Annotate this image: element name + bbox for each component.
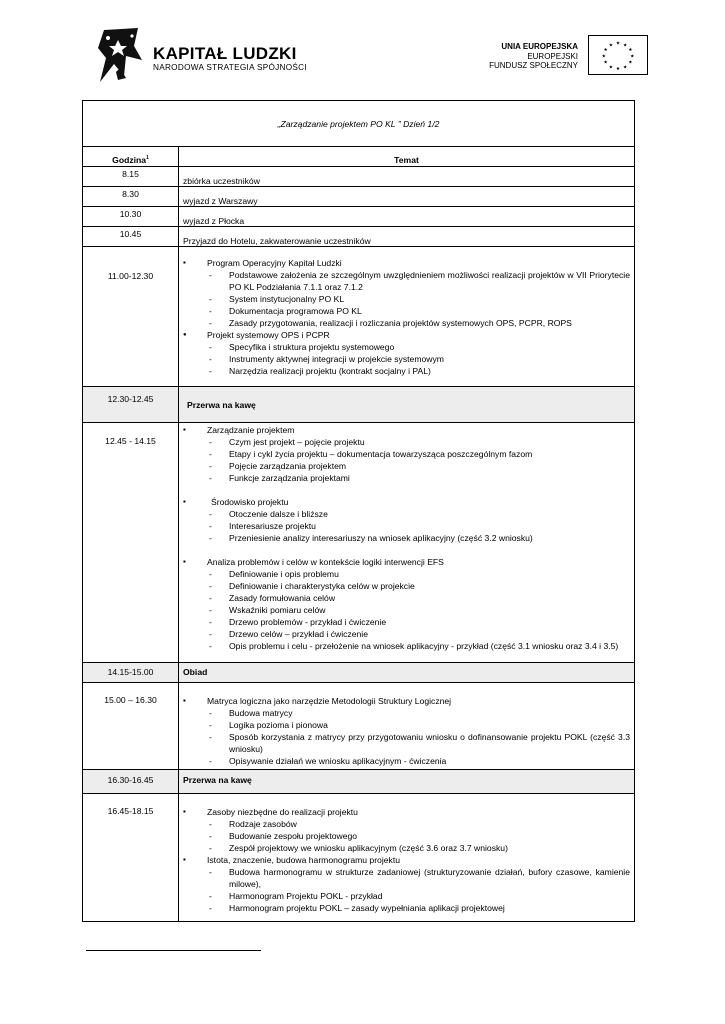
sub-list-item: - Instrumenty aktywnej integracji w projekcie systemowym bbox=[207, 353, 630, 365]
svg-text:★: ★ bbox=[615, 41, 621, 47]
svg-text:★: ★ bbox=[601, 54, 606, 60]
table-row bbox=[83, 663, 635, 683]
row-time: 12.45 - 14.15 bbox=[83, 423, 179, 663]
svg-text:★: ★ bbox=[630, 54, 635, 60]
page-header bbox=[0, 22, 725, 92]
list-item: ▪ Środowisko projektu - Otoczenie dalsze i bliższe - Interesariusze projektu - Przeniesienie analizy interesariuszy na wniosek aplikacyjny (część 3.2 wniosku) bbox=[183, 496, 630, 556]
sub-list-item: - Zasady formułowania celów bbox=[207, 592, 630, 604]
sub-list-item: - Pojęcie zarządzania projektem bbox=[207, 460, 630, 472]
footnote-separator bbox=[86, 950, 261, 951]
logo-subtitle: NARODOWA STRATEGIA SPÓJNOŚCI bbox=[153, 63, 307, 72]
sub-list-item: - Drzewo celów – przykład i ćwiczenie bbox=[207, 628, 630, 640]
row-topic bbox=[179, 247, 635, 387]
sub-list-item: - Drzewo problemów - przykład i ćwiczenie bbox=[207, 616, 630, 628]
sub-list-item: - Budowa harmonogramu w strukturze zadaniowej (strukturyzowanie działań, bufory czasowe, kamienie milowe), bbox=[207, 866, 630, 890]
svg-text:★: ★ bbox=[622, 65, 628, 71]
list-item: ▪ Matryca logiczna jako narzędzie Metodologii Struktury Logicznej - Budowa matrycy - Logika pozioma i pionowa - Sposób korzystania z matrycy przy przygotowaniu wniosku o dofinansowanie projektu POKL (część 3.3 wniosku) - Opisywanie działań we wniosku aplikacyjnym - ćwiczenia bbox=[183, 695, 630, 767]
table-row bbox=[83, 207, 635, 227]
sub-list-item: - Budowanie zespołu projektowego bbox=[207, 830, 630, 842]
svg-text:★: ★ bbox=[608, 65, 614, 71]
list-item: ▪ Analiza problemów i celów w kontekście logiki interwencji EFS - Definiowanie i opis problemu - Definiowanie i charakterystyka celów w projekcie - Zasady formułowania celów - Wskaźniki pomiaru celów - Drzewo problemów - przykład i ćwiczenie - Drzewo celów – przykład i ćwiczenie - Opis problemu i celu - przełożenie na wniosek aplikacyjny - przykład (część 3.1 wniosku oraz 3.4 i 3.5) bbox=[183, 556, 630, 652]
eu-line-2: EUROPEJSKI bbox=[527, 51, 578, 61]
logo-title: KAPITAŁ LUDZKI bbox=[153, 44, 297, 63]
row-time: 14.15-15.00 bbox=[83, 663, 179, 683]
table-row bbox=[83, 187, 635, 207]
list-item: ▪ Istota, znaczenie, budowa harmonogramu projektu - Budowa harmonogramu w strukturze zadaniowej (strukturyzowanie działań, bufory czasowe, kamienie milowe), - Harmonogram Projektu POKL - przykład - Harmonogram projektu POKL – zasady wypełniania aplikacji projektowej bbox=[183, 854, 630, 914]
column-header-time: Godzina$^1$ bbox=[83, 147, 179, 167]
sub-list-item: - Harmonogram projektu POKL – zasady wypełniania aplikacji projektowej bbox=[207, 902, 630, 914]
row-topic: wyjazd z Warszawy bbox=[179, 187, 635, 207]
svg-text:★: ★ bbox=[608, 43, 614, 49]
sub-list-item: - Czym jest projekt – pojęcie projektu bbox=[207, 436, 630, 448]
sub-list-item: - Zespół projektowy we wniosku aplikacyjnym (część 3.6 oraz 3.7 wniosku) bbox=[207, 842, 630, 854]
table-row bbox=[83, 247, 635, 387]
list-item: ▪ Program Operacyjny Kapitał Ludzki - Podstawowe założenia ze szczególnym uwzględnieniem możliwości realizacji projektów w VII Priorytecie PO KL Podziałania 7.1.1 oraz 7.1.2 - System instytucjonalny PO KL - Dokumentacja programowa PO KL - Zasady przygotowania, realizacji i rozliczania projektów systemowych OPS, PCPR, ROPS bbox=[183, 257, 630, 329]
sub-list-item: - Zasady przygotowania, realizacji i rozliczania projektów systemowych OPS, PCPR, ROPS bbox=[207, 317, 630, 329]
sub-list-item: - Harmonogram Projektu POKL - przykład bbox=[207, 890, 630, 902]
row-time: 12.30-12.45 bbox=[83, 387, 179, 423]
table-row bbox=[83, 683, 635, 770]
list-item: ▪ Zasoby niezbędne do realizacji projektu - Rodzaje zasobów - Budowanie zespołu projektowego - Zespół projektowy we wniosku aplikacyjnym (część 3.6 oraz 3.7 wniosku) bbox=[183, 806, 630, 854]
row-topic: wyjazd z Płocka bbox=[179, 207, 635, 227]
sub-list-item: - Definiowanie i charakterystyka celów w projekcie bbox=[207, 580, 630, 592]
row-topic bbox=[179, 794, 635, 922]
table-row bbox=[83, 770, 635, 794]
sub-list-item: - Opis problemu i celu - przełożenie na wniosek aplikacyjny - przykład (część 3.1 wniosku oraz 3.4 i 3.5) bbox=[207, 640, 630, 652]
sub-list-item: - Opisywanie działań we wniosku aplikacyjnym - ćwiczenia bbox=[207, 755, 630, 767]
row-topic: Przerwa na kawę bbox=[179, 770, 635, 794]
sub-list-item: - Przeniesienie analizy interesariuszy na wniosek aplikacyjny (część 3.2 wniosku) bbox=[207, 532, 630, 544]
sub-list-item: - Rodzaje zasobów bbox=[207, 818, 630, 830]
footnote-marker: 1 bbox=[146, 155, 149, 162]
sub-list-item: - Funkcje zarządzania projektami bbox=[207, 472, 630, 484]
table-row bbox=[83, 387, 635, 423]
row-topic bbox=[179, 683, 635, 770]
sub-list-item: - Narzędzia realizacji projektu (kontrakt socjalny i PAL) bbox=[207, 365, 630, 377]
eu-label bbox=[470, 42, 578, 71]
table-header-row bbox=[83, 147, 635, 167]
sub-list-item: - Specyfika i struktura projektu systemowego bbox=[207, 341, 630, 353]
svg-text:★: ★ bbox=[622, 43, 628, 49]
row-topic: Obiad bbox=[179, 663, 635, 683]
sub-list-item: - Dokumentacja programowa PO KL bbox=[207, 305, 630, 317]
row-topic bbox=[179, 423, 635, 663]
row-time: 10.30 bbox=[83, 207, 179, 227]
sub-list-item: - Logika pozioma i pionowa bbox=[207, 719, 630, 731]
row-time: 8.30 bbox=[83, 187, 179, 207]
sub-list-item: - Budowa matrycy bbox=[207, 707, 630, 719]
table-row bbox=[83, 167, 635, 187]
schedule-title: „Zarządzanie projektem PO KL ” Dzień 1/2 bbox=[83, 101, 635, 147]
sub-list-item: - System instytucjonalny PO KL bbox=[207, 293, 630, 305]
svg-text:★: ★ bbox=[628, 48, 633, 54]
svg-text:★: ★ bbox=[615, 67, 621, 73]
svg-text:★: ★ bbox=[628, 60, 633, 66]
row-time: 8.15 bbox=[83, 167, 179, 187]
column-header-topic: Temat bbox=[179, 147, 635, 167]
eu-flag-icon bbox=[588, 35, 648, 75]
row-time: 11.00-12.30 bbox=[83, 247, 179, 387]
svg-text:★: ★ bbox=[603, 48, 608, 54]
table-row bbox=[83, 794, 635, 922]
row-topic: zbiórka uczestników bbox=[179, 167, 635, 187]
table-row bbox=[83, 423, 635, 663]
row-time: 10.45 bbox=[83, 227, 179, 247]
list-item: ▪ Zarządzanie projektem - Czym jest projekt – pojęcie projektu - Etapy i cykl życia projektu – dokumentacja towarzysząca poszczególnym fazom - Pojęcie zarządzania projektem - Funkcje zarządzania projektami bbox=[183, 424, 630, 496]
sub-list-item: - Sposób korzystania z matrycy przy przygotowaniu wniosku o dofinansowanie projektu POKL (część 3.3 wniosku) bbox=[207, 731, 630, 755]
eu-line-3: FUNDUSZ SPOŁECZNY bbox=[489, 61, 578, 70]
row-time: 16.30-16.45 bbox=[83, 770, 179, 794]
eu-line-1: UNIA EUROPEJSKA bbox=[501, 42, 578, 51]
sub-list-item: - Interesariusze projektu bbox=[207, 520, 630, 532]
sub-list-item: - Podstawowe założenia ze szczególnym uwzględnieniem możliwości realizacji projektów w VII Priorytecie PO KL Podziałania 7.1.1 oraz 7.1.2 bbox=[207, 269, 630, 293]
kapital-ludzki-logo-icon bbox=[96, 26, 146, 86]
row-time: 15.00 – 16.30 bbox=[83, 683, 179, 770]
list-item: ● Projekt systemowy OPS i PCPR - Specyfika i struktura projektu systemowego - Instrumenty aktywnej integracji w projekcie systemowym - Narzędzia realizacji projektu (kontrakt socjalny i PAL) bbox=[183, 329, 630, 377]
schedule-table bbox=[82, 100, 635, 922]
sub-list-item: - Definiowanie i opis problemu bbox=[207, 568, 630, 580]
sub-list-item: - Otoczenie dalsze i bliższe bbox=[207, 508, 630, 520]
row-time: 16.45-18.15 bbox=[83, 794, 179, 922]
row-topic: Przyjazd do Hotelu, zakwaterowanie uczestników bbox=[179, 227, 635, 247]
sub-list-item: - Etapy i cykl życia projektu – dokumentacja towarzysząca poszczególnym fazom bbox=[207, 448, 630, 460]
row-topic: Przerwa na kawę bbox=[179, 387, 635, 423]
sub-list-item: - Wskaźniki pomiaru celów bbox=[207, 604, 630, 616]
table-row bbox=[83, 227, 635, 247]
svg-text:★: ★ bbox=[603, 60, 608, 66]
